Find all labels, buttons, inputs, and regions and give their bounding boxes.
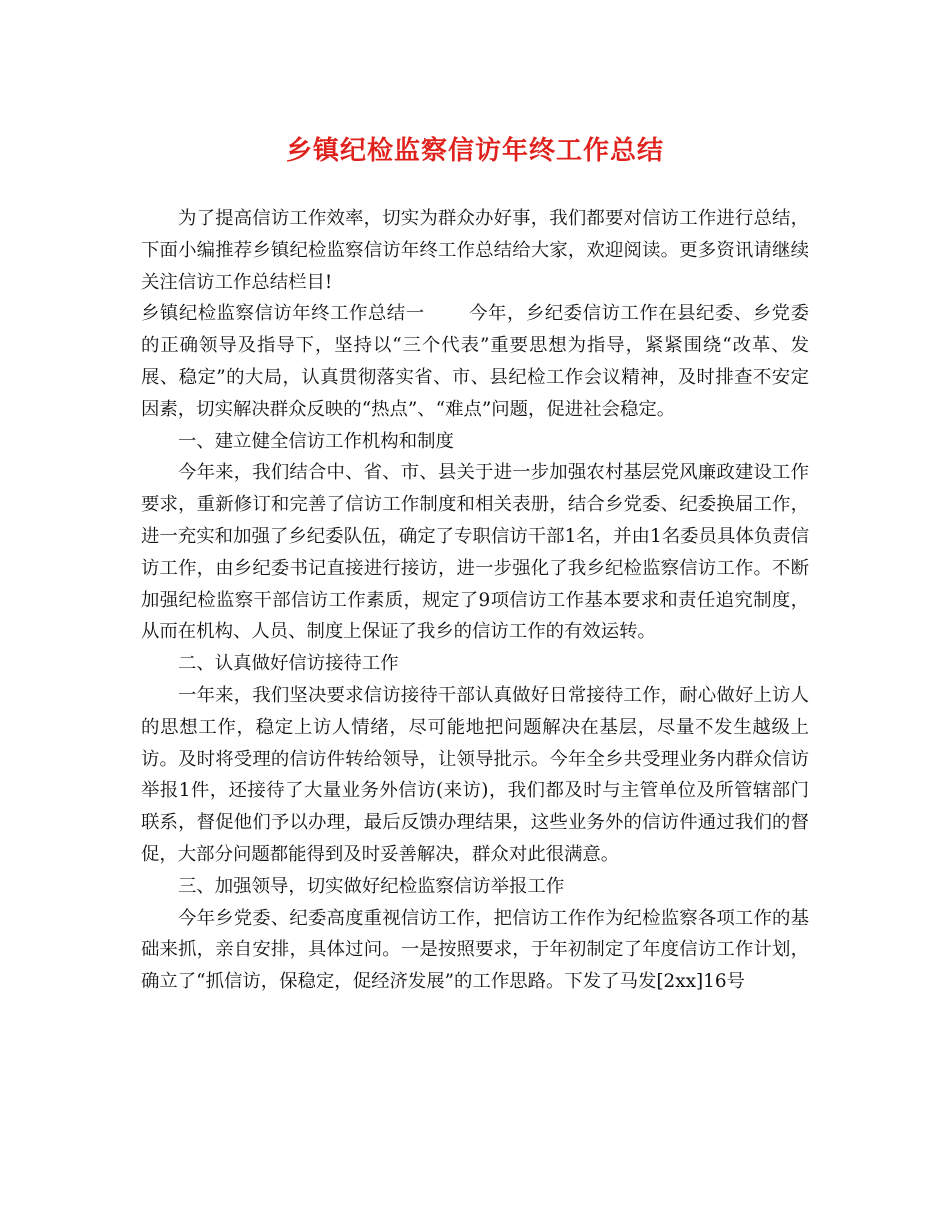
section-text-3: 今年乡党委、纪委高度重视信访工作，把信访工作作为纪检监察各项工作的基础来抓，亲自安排，具体过问。一是按照要求，于年初制定了年度信访工作计划，确立了“抓信访，保稳定，促经济发展”的工作思路。下发了马发[2xx]16号: [141, 907, 809, 993]
section-text-2: 一年来，我们坚决要求信访接待干部认真做好日常接待工作，耐心做好上访人的思想工作，稳定上访人情绪，尽可能地把问题解决在基层，尽量不发生越级上访。及时将受理的信访件转给领导，让领导批示。今年全乡共受理业务内群众信访举报1件，还接待了大量业务外信访(来访)，我们都及时与主管单位及所管辖部门联系，督促他们予以办理，最后反馈办理结果，这些业务外的信访件通过我们的督促，大部分问题都能得到及时妥善解决，群众对此很满意。: [141, 684, 809, 865]
first-paragraph: 今年，乡纪委信访工作在县纪委、乡党委的正确领导及指导下，坚持以“三个代表”重要思想为指导，紧紧围绕“改革、发展、稳定”的大局，认真贯彻落实省、市、县纪检工作会议精神，及时排查不安定因素，切实解决群众反映的“热点”、“难点”问题，促进社会稳定。: [141, 303, 809, 420]
summary-one-label: 乡镇纪检监察信访年终工作总结一: [141, 303, 425, 325]
document-body: [141, 203, 809, 998]
section-heading-2: 二、认真做好信访接待工作: [178, 653, 399, 675]
section-heading-1: 一、建立健全信访工作机构和制度: [178, 430, 454, 452]
section-text-1: 今年来，我们结合中、省、市、县关于进一步加强农村基层党风廉政建设工作要求，重新修订和完善了信访工作制度和相关表册，结合乡党委、纪委换届工作，进一充实和加强了乡纪委队伍，确定了专职信访干部1名，并由1名委员具体负责信访工作，由乡纪委书记直接进行接访，进一步强化了我乡纪检监察信访工作。不断加强纪检监察干部信访工作素质，规定了9项信访工作基本要求和责任追究制度，从而在机构、人员、制度上保证了我乡的信访工作的有效运转。: [141, 462, 809, 643]
summary-one-paragraph: [141, 298, 809, 425]
section-heading-3: 三、加强领导，切实做好纪检监察信访举报工作: [178, 875, 565, 897]
intro-paragraph: 为了提高信访工作效率，切实为群众办好事，我们都要对信访工作进行总结，下面小编推荐乡镇纪检监察信访年终工作总结给大家，欢迎阅读。更多资讯请继续关注信访工作总结栏目!: [141, 208, 809, 293]
document-title: 乡镇纪检监察信访年终工作总结: [285, 136, 664, 166]
